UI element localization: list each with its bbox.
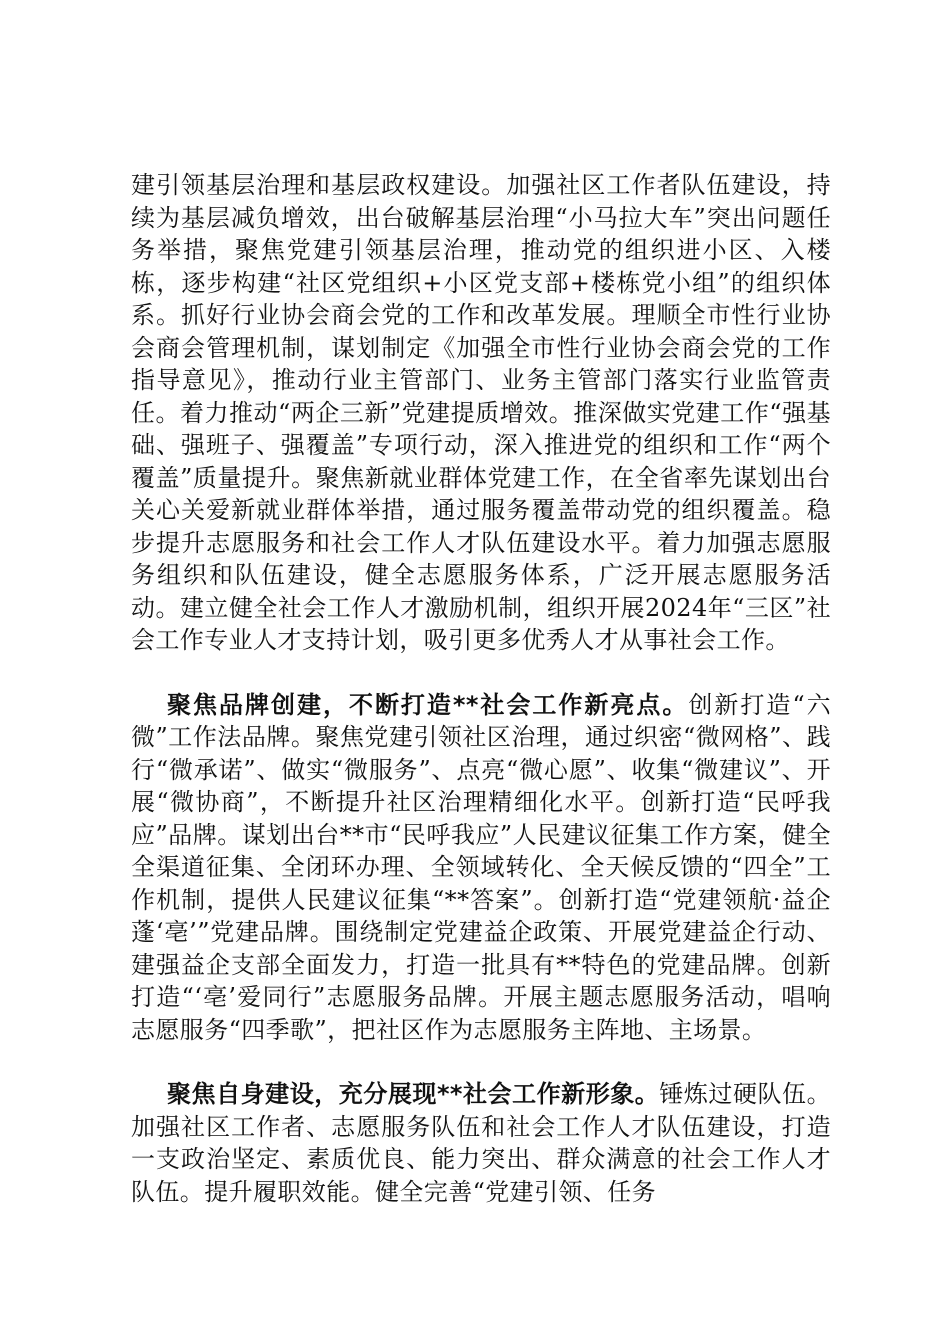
paragraph-body-text: 创新打造“六微”工作法品牌。聚焦党建引领社区治理，通过织密“微网格”、践行“微承诺”、做实“微服务”、点亮“微心愿”、收集“微建议”、开展“微协商”，不断提升社区治理精细化水平。创新打造“民呼我应”品牌。谋划出台**市“民呼我应”人民建议征集工作方案，健全全渠道征集、全闭环办理、全领域转化、全天候反馈的“四全”工作机制，提供人民建议征集“**答案”。创新打造“党建领航·益企蓬‘亳’”党建品牌。围绕制定党建益企政策、开展党建益企行动、建强益企支部全面发力，打造一批具有**特色的党建品牌。创新打造“‘亳’爱同行”志愿服务品牌。开展主题志愿服务活动，唱响志愿服务“四季歌”，把社区作为志愿服务主阵地、主场景。	[131, 690, 832, 1044]
paragraph-lead-heading: 聚焦品牌创建，不断打造**社会工作新亮点。	[167, 690, 689, 719]
paragraph-brand-building	[131, 689, 831, 1047]
paragraph-body-text: 建引领基层治理和基层政权建设。加强社区工作者队伍建设，持续为基层减负增效，出台破解基层治理“小马拉大车”突出问题任务举措，聚焦党建引领基层治理，推动党的组织进小区、入楼栋，逐步构建“社区党组织+小区党支部+楼栋党小组”的组织体系。抓好行业协会商会党的工作和改革发展。理顺全市性行业协会商会管理机制，谋划制定《加强全市性行业协会商会党的工作指导意见》，推动行业主管部门、业务主管部门落实行业监管责任。着力推动“两企三新”党建提质增效。推深做实党建工作“强基础、强班子、强覆盖”专项行动，深入推进党的组织和工作“两个覆盖”质量提升。聚焦新就业群体党建工作，在全省率先谋划出台关心关爱新就业群体举措，通过服务覆盖带动党的组织覆盖。稳步提升志愿服务和社会工作人才队伍建设水平。着力加强志愿服务组织和队伍建设，健全志愿服务体系，广泛开展志愿服务活动。建立健全社会工作人才激励机制，组织开展2024年“三区”社会工作专业人才支持计划，吸引更多优秀人才从事社会工作。	[131, 171, 831, 654]
paragraph-continuation	[131, 169, 831, 657]
paragraph-lead-heading: 聚焦自身建设，充分展现**社会工作新形象。	[167, 1080, 660, 1108]
document-body	[131, 169, 831, 1208]
paragraph-self-building	[131, 1078, 831, 1208]
paragraph-body-text: 锤炼过硬队伍。加强社区工作者、志愿服务队伍和社会工作人才队伍建设，打造一支政治坚定、素质优良、能力突出、群众满意的社会工作人才队伍。提升履职效能。健全完善“党建引领、任务	[131, 1080, 831, 1206]
